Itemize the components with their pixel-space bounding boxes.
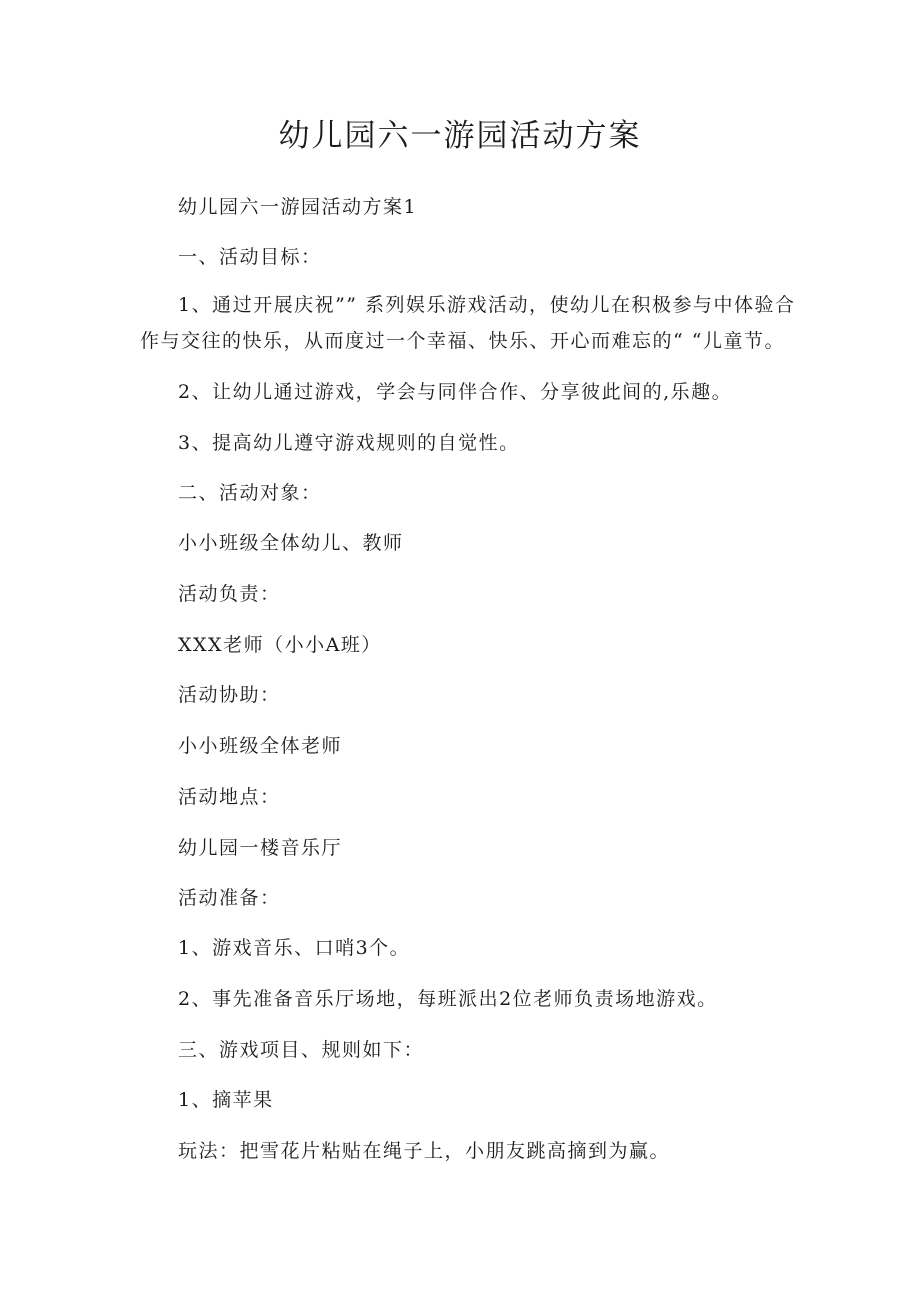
section-heading-goals: 一、活动目标： <box>178 246 322 268</box>
responsible-label: 活动负责： <box>178 583 281 605</box>
section-heading-games: 三、游戏项目、规则如下： <box>178 1039 425 1061</box>
preparation-item-2: 2、事先准备音乐厅场地，每班派出2位老师负责场地游戏。 <box>178 988 718 1010</box>
preparation-item-1: 1、游戏音乐、口哨3个。 <box>178 937 411 959</box>
responsible-text: XXX老师（小小A班） <box>178 634 382 656</box>
location-text: 幼儿园一楼音乐厅 <box>178 837 343 859</box>
goal-item-2: 2、让幼儿通过游戏，学会与同伴合作、分享彼此间的,乐趣。 <box>178 381 733 403</box>
game-rule-text: 玩法：把雪花片粘贴在绳子上，小朋友跳高摘到为赢。 <box>178 1140 671 1162</box>
game-item-1: 1、摘苹果 <box>178 1089 274 1111</box>
assist-text: 小小班级全体老师 <box>178 735 343 757</box>
assist-label: 活动协助： <box>178 684 281 706</box>
audience-text: 小小班级全体幼儿、教师 <box>178 532 404 554</box>
goal-item-3: 3、提高幼儿遵守游戏规则的自觉性。 <box>178 432 520 454</box>
goal-item-1: 1、通过开展庆祝”” 系列娱乐游戏活动，使幼儿在积极参与中体验合作与交往的快乐，从而度过一个幸福、快乐、开心而难忘的“ “儿童节。 <box>140 294 796 352</box>
preparation-label: 活动准备： <box>178 887 281 909</box>
section-heading-audience: 二、活动对象： <box>178 482 322 504</box>
document-title: 幼儿园六一游园活动方案 <box>278 118 642 154</box>
location-label: 活动地点： <box>178 786 281 808</box>
subtitle-paragraph: 幼儿园六一游园活动方案1 <box>178 196 418 218</box>
